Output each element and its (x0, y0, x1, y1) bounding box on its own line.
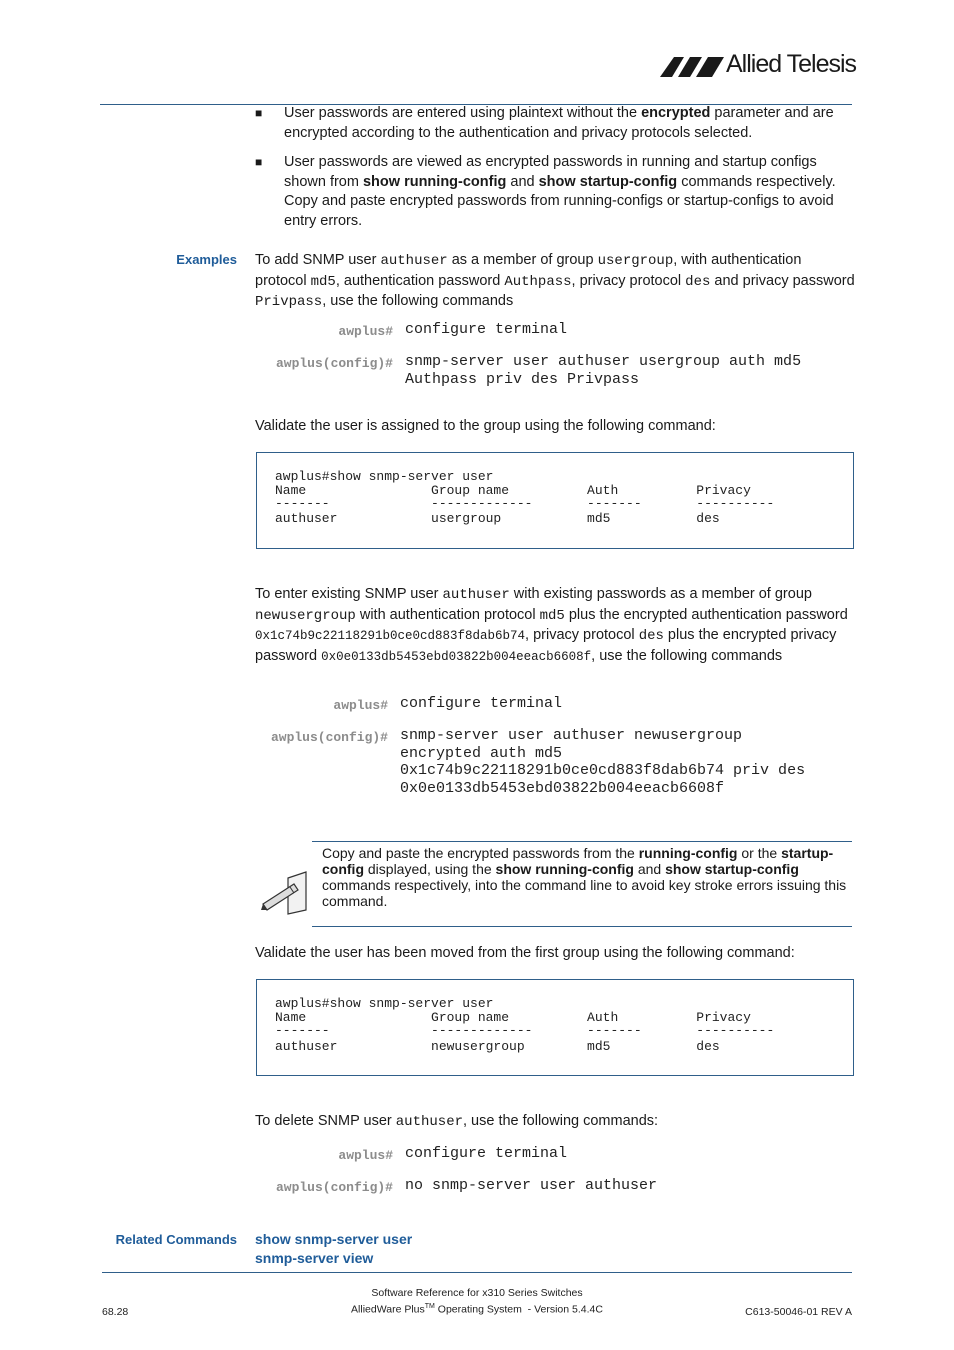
cli-command: snmp-server user authuser usergroup auth md5 (405, 353, 802, 370)
code: md5 (310, 273, 336, 290)
cli-prompt: awplus(config)# (275, 1180, 393, 1195)
text: Operating System - Version 5.4.4C (434, 1303, 603, 1316)
text: parameter and are encrypted according to the authentication and privacy protocols selected. (284, 105, 834, 141)
text: with authentication protocol (355, 606, 540, 623)
example-intro-3 (255, 1112, 855, 1133)
text: , use the following commands: (463, 1113, 659, 1129)
output-line: Name Group name Auth Privacy (275, 1010, 751, 1025)
text: , privacy protocol (571, 272, 686, 289)
output-line: authuser newusergroup md5 des (275, 1039, 720, 1054)
page-number: 68.28 (102, 1306, 129, 1318)
cli-command: 0x1c74b9c22118291b0ce0cd883f8dab6b74 priv des (400, 762, 806, 779)
text: plus the encrypted authentication password (564, 606, 848, 623)
text: , use the following commands (591, 647, 783, 664)
text: or the (737, 845, 782, 861)
code: des (685, 273, 711, 290)
allied-telesis-logo-icon (660, 53, 726, 79)
brand-name: Allied Telesis (726, 50, 857, 78)
link-snmp-server-view[interactable]: snmp-server view (255, 1250, 374, 1266)
output-box-2 (256, 979, 854, 1076)
footer-product (300, 1303, 654, 1316)
text: To enter existing SNMP user (255, 586, 443, 602)
bold-text: running-config (638, 845, 738, 861)
text: and (633, 861, 666, 877)
examples-heading: Examples (176, 252, 237, 267)
footer-rule (102, 1272, 852, 1273)
note-rule-bottom (312, 926, 852, 927)
text: Copy and paste the encrypted passwords from the (322, 845, 639, 861)
example-intro-1 (255, 251, 855, 313)
text: , privacy protocol (525, 627, 639, 643)
code: des (638, 628, 664, 644)
code: authuser (380, 253, 448, 269)
cli-command: encrypted auth md5 (400, 745, 563, 762)
bold-text: show startup-config (538, 173, 678, 190)
cli-command: 0x0e0133db5453ebd03822b004eeacb6608f (400, 780, 725, 797)
output-line: ------- ------------- ------- ---------- (275, 1023, 775, 1038)
output-line: awplus#show snmp-server user (275, 996, 494, 1011)
link-show-snmp-server-user[interactable]: show snmp-server user (255, 1231, 413, 1247)
bold-text: show running-config (495, 861, 634, 877)
bullet-item-1 (284, 104, 854, 143)
cli-command: configure terminal (405, 1145, 568, 1162)
code: 0x1c74b9c22118291b0ce0cd883f8dab6b74 (255, 629, 526, 643)
code: newusergroup (255, 607, 356, 624)
text: and privacy password (710, 272, 855, 289)
cli-command: configure terminal (405, 321, 568, 338)
bold-text: startup-config (322, 845, 834, 877)
text: User passwords are viewed as encrypted passwords in running and startup configs shown from (284, 154, 817, 190)
output-line: ------- ------------- ------- ---------- (275, 496, 775, 511)
code: authuser (395, 1114, 463, 1130)
text: User passwords are entered using plaintext without the (284, 105, 642, 121)
cli-prompt: awplus(config)# (270, 730, 388, 745)
text: plus the encrypted privacy password (255, 627, 837, 664)
footer-title: Software Reference for x310 Series Switches (371, 1287, 583, 1299)
validate-text-2: Validate the user has been moved from the first group using the following command: (255, 945, 795, 961)
bold-text: show running-config (362, 173, 507, 190)
trademark: TM (424, 1303, 435, 1310)
text: , with authentication protocol (255, 252, 802, 289)
code: usergroup (597, 253, 674, 269)
text: and (506, 173, 539, 190)
cli-prompt: awplus(config)# (275, 356, 393, 371)
cli-command: no snmp-server user authuser (405, 1177, 658, 1194)
text: , authentication password (335, 272, 505, 289)
example-intro-2 (255, 585, 855, 667)
brand-logo (660, 50, 856, 82)
text: commands respectively, into the command line to avoid key stroke errors issuing this command. (322, 877, 847, 909)
text: as a member of group (447, 252, 598, 268)
text: AlliedWare Plus (351, 1303, 425, 1316)
cli-prompt: awplus# (333, 698, 388, 713)
text: with existing passwords as a member of group (509, 586, 812, 602)
note-rule-top (312, 841, 852, 842)
cli-prompt: awplus# (338, 324, 393, 339)
bold-text: show startup-config (665, 861, 799, 877)
code: authuser (442, 587, 510, 603)
bullet-item-2 (284, 153, 856, 231)
text: , use the following commands (322, 293, 514, 309)
note-text (322, 845, 847, 909)
cli-command: snmp-server user authuser newusergroup (400, 727, 743, 744)
note-pencil-icon (260, 870, 310, 916)
text: displayed, using the (364, 861, 496, 877)
code: Authpass (504, 273, 572, 290)
code: 0x0e0133db5453ebd03822b004eeacb6608f (321, 649, 592, 664)
cli-command: configure terminal (400, 695, 563, 712)
text: commands respectively. Copy and paste encrypted passwords from running-configs or startup-configs to avoid entry errors. (284, 173, 836, 229)
bullet-marker: ■ (255, 106, 263, 120)
code: Privpass (255, 294, 323, 310)
output-line: Name Group name Auth Privacy (275, 483, 751, 498)
related-commands-heading: Related Commands (115, 1232, 237, 1247)
cli-command: Authpass priv des Privpass (405, 371, 640, 388)
bold-text: encrypted (641, 105, 711, 121)
text: To delete SNMP user (255, 1113, 396, 1129)
output-line: authuser usergroup md5 des (275, 511, 720, 526)
document-id: C613-50046-01 REV A (745, 1306, 852, 1318)
output-box-1 (256, 452, 854, 549)
validate-text-1: Validate the user is assigned to the group using the following command: (255, 418, 716, 434)
bullet-marker: ■ (255, 155, 263, 169)
cli-prompt: awplus# (338, 1148, 393, 1163)
text: To add SNMP user (255, 252, 381, 268)
output-line: awplus#show snmp-server user (275, 469, 494, 484)
code: md5 (539, 607, 565, 624)
